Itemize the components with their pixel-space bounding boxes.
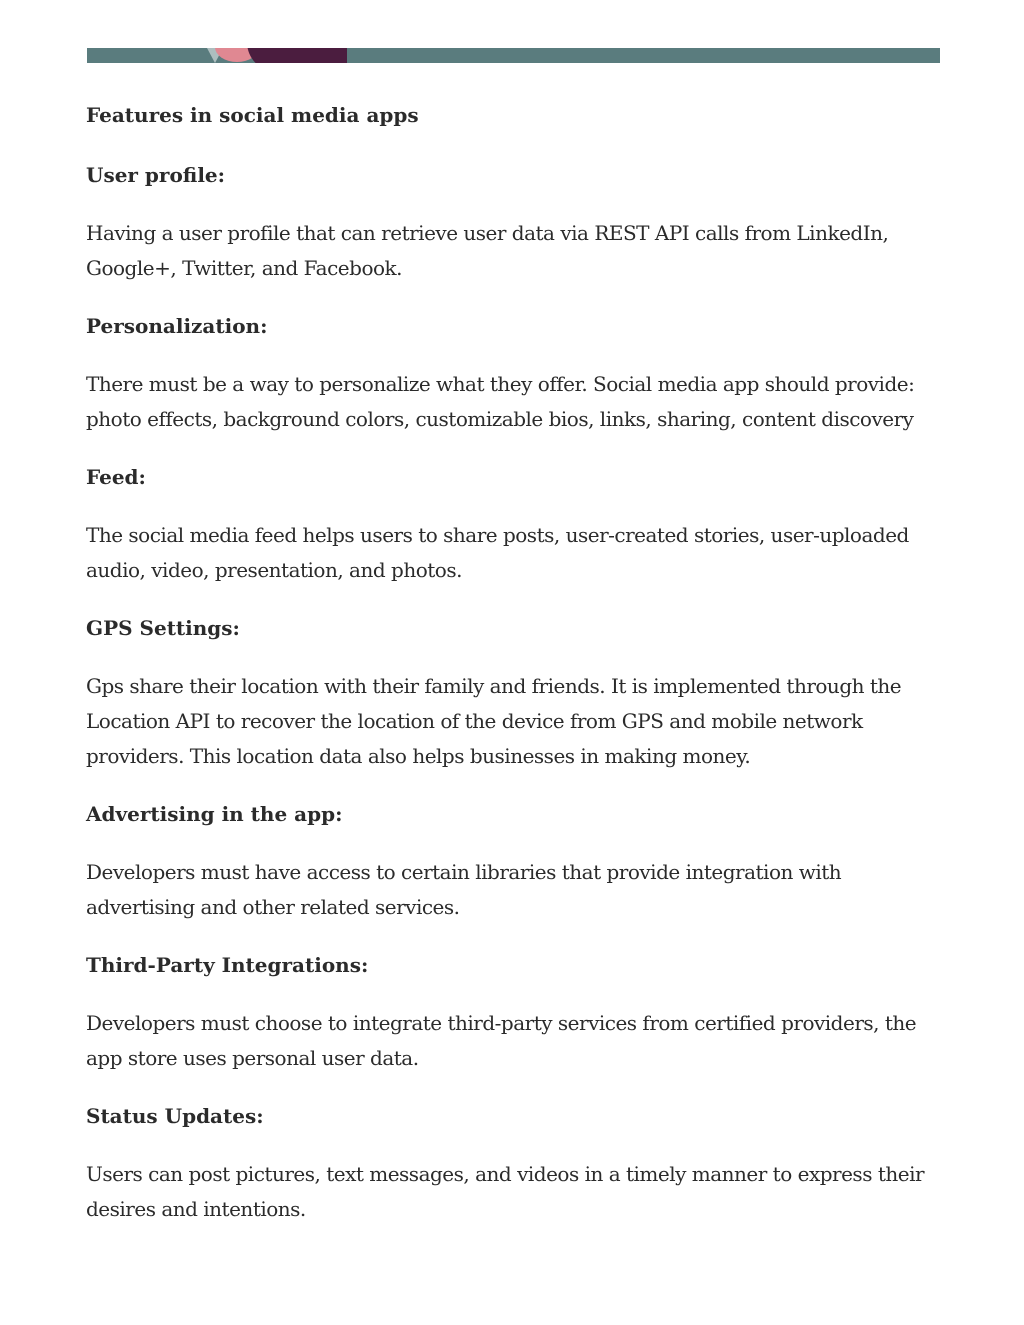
section-text: There must be a way to personalize what they offer. Social media app should provide: photo effects, background colors, customizable bios, links, sharing, content discovery: [86, 372, 915, 431]
section-feed: [86, 462, 926, 588]
section-gps-settings: [86, 613, 926, 774]
section-third-party-integrations: [86, 950, 926, 1076]
section-status-updates: [86, 1101, 926, 1227]
section-advertising: [86, 799, 926, 925]
article-title: Features in social media apps: [86, 103, 419, 127]
section-heading: Third-Party Integrations:: [86, 953, 369, 977]
section-heading: Status Updates:: [86, 1104, 264, 1128]
section-text: Gps share their location with their family and friends. It is implemented through the Location API to recover the location of the device from GPS and mobile network providers. This location data also helps businesses in making money.: [86, 674, 902, 768]
section-heading: GPS Settings:: [86, 616, 240, 640]
section-heading: Personalization:: [86, 314, 268, 338]
section-heading: Feed:: [86, 465, 146, 489]
section-personalization: [86, 311, 926, 437]
section-text: Developers must choose to integrate third-party services from certified providers, the app store uses personal user data.: [86, 1011, 917, 1070]
section-user-profile: [86, 160, 926, 286]
hero-image-purple-shape: [247, 48, 347, 63]
section-text: Developers must have access to certain libraries that provide integration with advertising and other related services.: [86, 860, 842, 919]
section-text: Users can post pictures, text messages, and videos in a timely manner to express their desires and intentions.: [86, 1162, 925, 1221]
hero-image-strip: [87, 48, 940, 63]
article-body: [86, 100, 926, 1227]
section-heading: User profile:: [86, 163, 226, 187]
section-text: The social media feed helps users to share posts, user-created stories, user-uploaded audio, video, presentation, and photos.: [86, 523, 909, 582]
section-heading: Advertising in the app:: [86, 802, 343, 826]
section-text: Having a user profile that can retrieve user data via REST API calls from LinkedIn, Google+, Twitter, and Facebook.: [86, 221, 889, 280]
